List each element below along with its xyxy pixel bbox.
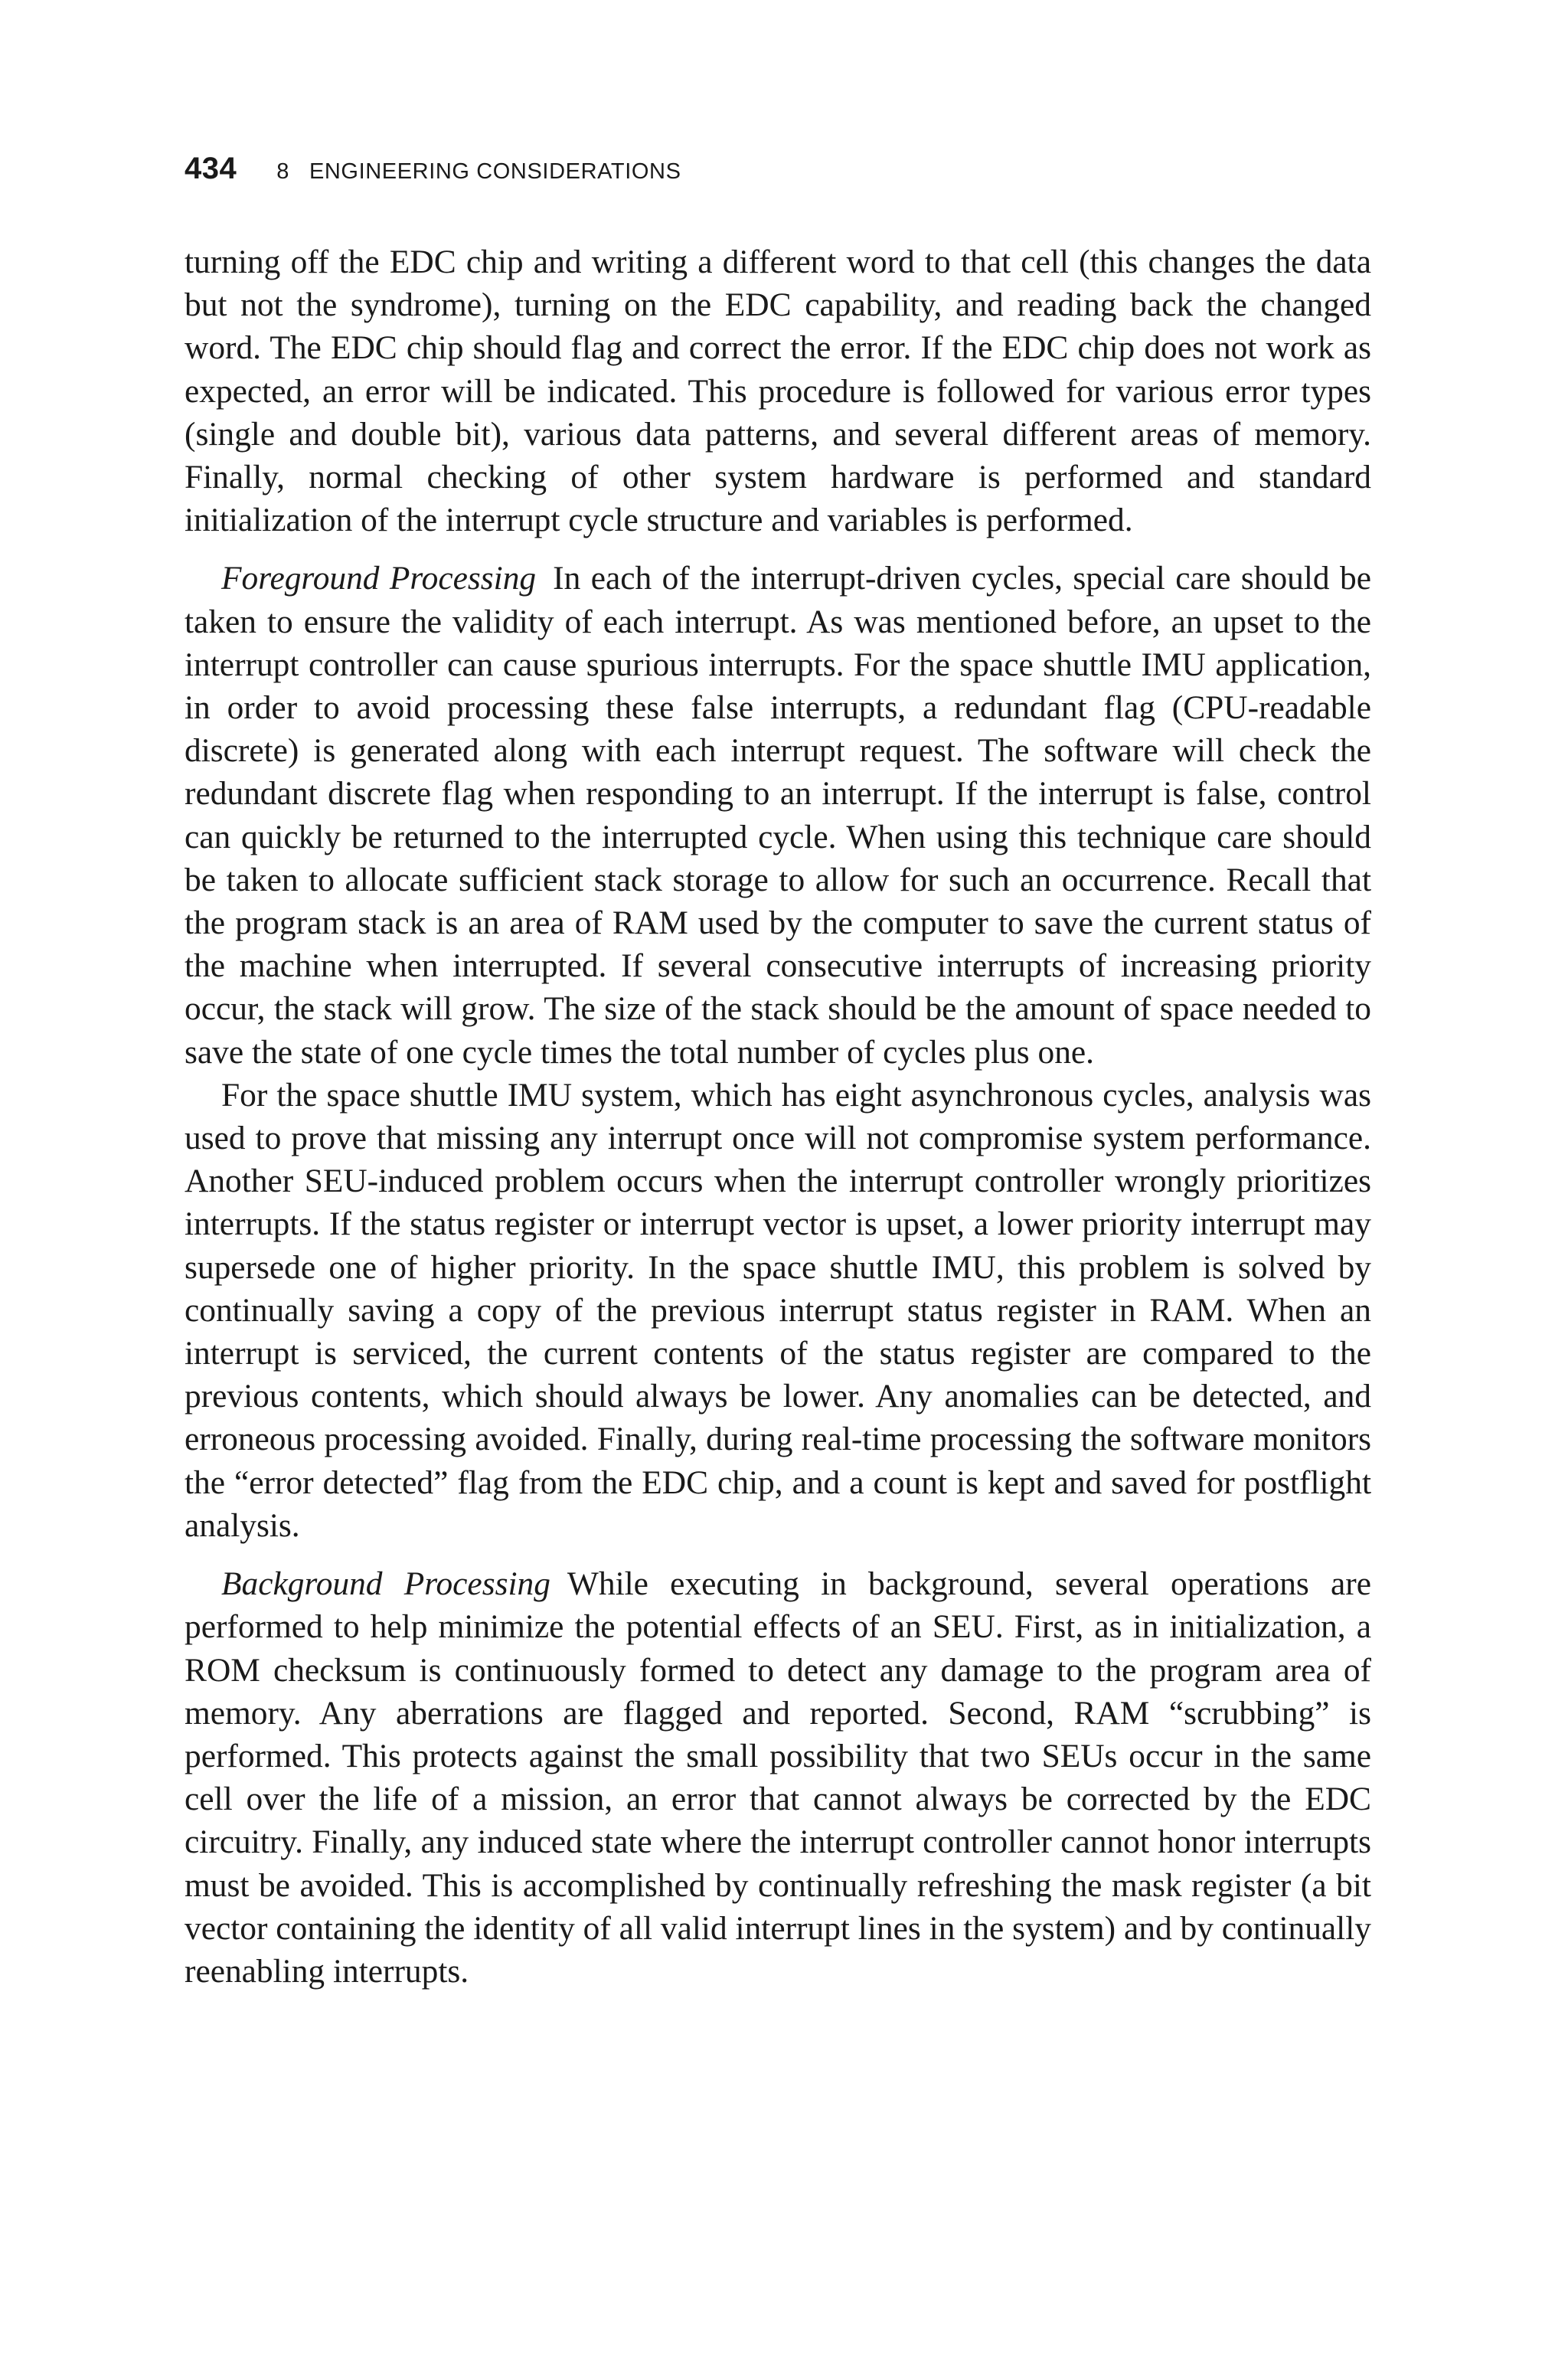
chapter-title: 8 ENGINEERING CONSIDERATIONS: [276, 159, 681, 184]
run-in-heading-background: Background Processing: [221, 1565, 550, 1603]
page-number: 434: [185, 152, 237, 185]
paragraph-continuation: turning off the EDC chip and writing a different word to that cell (this changes the data but not the syndrome), turning on the EDC capability, and reading back the changed word. The EDC chip should flag and correct the error. If the EDC chip does not work as expected, an error will be indicated. This procedure is followed for various error types (single and double bit), various data patterns, and several different areas of memory. Finally, normal checking of other system hardware is performed and standard initialization of the interrupt cycle structure and variables is performed.: [185, 244, 1371, 539]
paragraph-foreground-text: In each of the interrupt-driven cycles, special care should be taken to ensure the validity of each interrupt. As was mentioned before, an upset to the interrupt controller can cause spurious interrupts. For the space shuttle IMU application, in order to avoid processing these false interrupts, a redundant flag (CPU-readable discrete) is generated along with each interrupt request. The software will check the redundant discrete flag when responding to an interrupt. If the interrupt is false, control can quickly be returned to the interrupted cycle. When using this technique care should be taken to allocate sufficient stack storage to allow for such an occurrence. Recall that the program stack is an area of RAM used by the computer to save the current status of the machine when interrupted. If several consecutive interrupts of increasing priority occur, the stack will grow. The size of the stack should be the amount of space needed to save the state of one cycle times the total number of cycles plus one.: [185, 560, 1371, 1071]
paragraph-imu-analysis: For the space shuttle IMU system, which has eight asynchronous cycles, analysis was used to prove that missing any interrupt once will not compromise system performance. Another SEU-induced problem occurs when the interrupt controller wrongly prioritizes interrupts. If the status register or interrupt vector is upset, a lower priority interrupt may supersede one of higher priority. In the space shuttle IMU, this problem is solved by continually saving a copy of the previous interrupt status register in RAM. When an interrupt is serviced, the current contents of the status register are compared to the previous contents, which should always be lower. Any anomalies can be detected, and erroneous processing avoided. Finally, during real-time processing the software monitors the “error detected” flag from the EDC chip, and a count is kept and saved for postflight analysis.: [185, 1076, 1371, 1544]
paragraph-background-processing: [185, 1562, 1371, 1993]
running-head: [185, 152, 1371, 195]
paragraph-foreground-processing: [185, 557, 1371, 1073]
run-in-heading-foreground: Foreground Processing: [221, 560, 537, 597]
book-page: [185, 152, 1371, 1993]
body-text: [185, 240, 1371, 1993]
paragraph-background-text: While executing in background, several operations are performed to help minimize the potential effects of an SEU. First, as in initialization, a ROM checksum is continuously formed to detect any damage to the program area of memory. Any aberrations are flagged and reported. Second, RAM “scrubbing” is performed. This protects against the small possibility that two SEUs occur in the same cell over the life of a mission, an error that cannot always be corrected by the EDC circuitry. Finally, any induced state where the interrupt controller cannot honor interrupts must be avoided. This is accomplished by continually refreshing the mask register (a bit vector containing the identity of all valid interrupt lines in the system) and by continually reenabling interrupts.: [185, 1565, 1372, 1990]
